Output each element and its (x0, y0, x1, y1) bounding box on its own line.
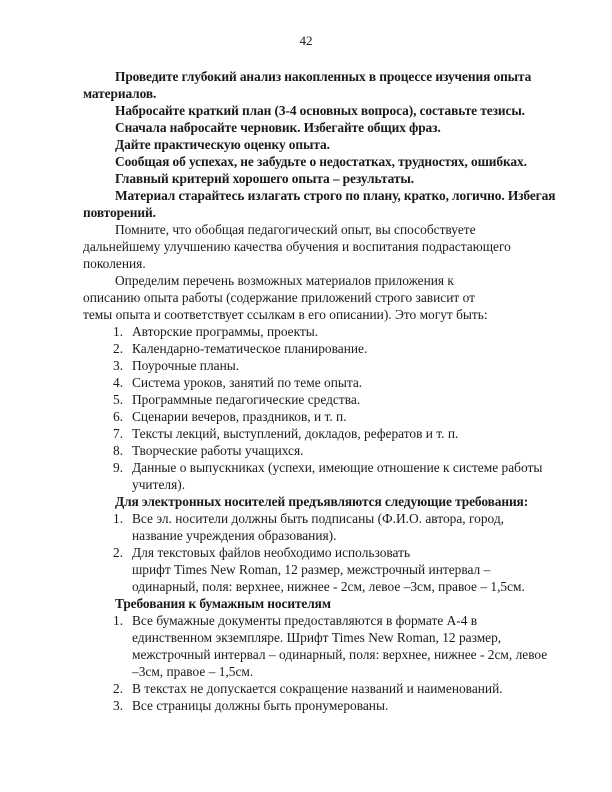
list-item-continuation: единственном экземпляре. Шрифт Times New Roman, 12 размер, (132, 630, 502, 645)
paragraph-line: темы опыта и соответствует ссылкам в его описании). Это могут быть: (83, 307, 488, 322)
list-item: 6. Сценарии вечеров, праздников, и т. п. (113, 409, 347, 424)
paragraph-line: дальнейшему улучшению качества обучения и воспитания подрастающего (83, 239, 511, 254)
tip-line: материалов. (83, 86, 157, 101)
paragraph-line: Помните, что обобщая педагогический опыт, вы способствуете (115, 222, 476, 237)
list-item: 2. В текстах не допускается сокращение названий и наименований. (113, 681, 503, 696)
tip-line: Материал старайтесь излагать строго по плану, кратко, логично. Избегая (115, 188, 556, 203)
list-item-continuation: межстрочный интервал – одинарный, поля: верхнее, нижнее - 2см, левое (132, 647, 548, 662)
list-item: 8. Творческие работы учащихся. (113, 443, 304, 458)
section-heading: Требования к бумажным носителям (115, 596, 331, 611)
tip-line: Главный критерий хорошего опыта – результаты. (115, 171, 414, 186)
list-item: 3. Поурочные планы. (113, 358, 240, 373)
tip-line: Набросайте краткий план (3-4 основных вопроса), составьте тезисы. (115, 103, 525, 118)
list-item: 1. Все эл. носители должны быть подписаны (Ф.И.О. автора, город, (113, 511, 505, 526)
list-item: 2. Для текстовых файлов необходимо использовать (113, 545, 411, 560)
paragraph-line: Определим перечень возможных материалов приложения к (115, 273, 454, 288)
list-item: 1. Все бумажные документы предоставляются в формате А-4 в (113, 613, 478, 628)
list-item: 3. Все страницы должны быть пронумерованы. (113, 698, 389, 713)
list-item-continuation: –3см, правое – 1,5см. (132, 664, 254, 679)
tip-line: Дайте практическую оценку опыта. (115, 137, 330, 152)
list-item-continuation: шрифт Times New Roman, 12 размер, межстрочный интервал – (132, 562, 491, 577)
tip-line: Проведите глубокий анализ накопленных в процессе изучения опыта (115, 69, 532, 84)
list-item-continuation: учителя). (132, 477, 186, 492)
tip-line: Сначала набросайте черновик. Избегайте общих фраз. (115, 120, 441, 135)
list-item: 7. Тексты лекций, выступлений, докладов, рефератов и т. п. (113, 426, 459, 441)
list-item-continuation: одинарный, поля: верхнее, нижнее - 2см, левое –3см, правое – 1,5см. (132, 579, 525, 594)
section-heading: Для электронных носителей предъявляются следующие требования: (115, 494, 529, 509)
paragraph-line: описанию опыта работы (содержание приложений строго зависит от (83, 290, 475, 305)
list-item: 5. Программные педагогические средства. (113, 392, 361, 407)
list-item: 2. Календарно-тематическое планирование. (113, 341, 368, 356)
tip-line: повторений. (83, 205, 156, 220)
paragraph-line: поколения. (83, 256, 146, 271)
list-item-continuation: название учреждения образования). (132, 528, 337, 543)
list-item: 4. Система уроков, занятий по теме опыта. (113, 375, 363, 390)
list-item: 9. Данные о выпускниках (успехи, имеющие отношение к системе работы (113, 460, 543, 475)
tip-line: Сообщая об успехах, не забудьте о недостатках, трудностях, ошибках. (115, 154, 527, 169)
page-number: 42 (299, 33, 313, 48)
list-item: 1. Авторские программы, проекты. (113, 324, 319, 339)
